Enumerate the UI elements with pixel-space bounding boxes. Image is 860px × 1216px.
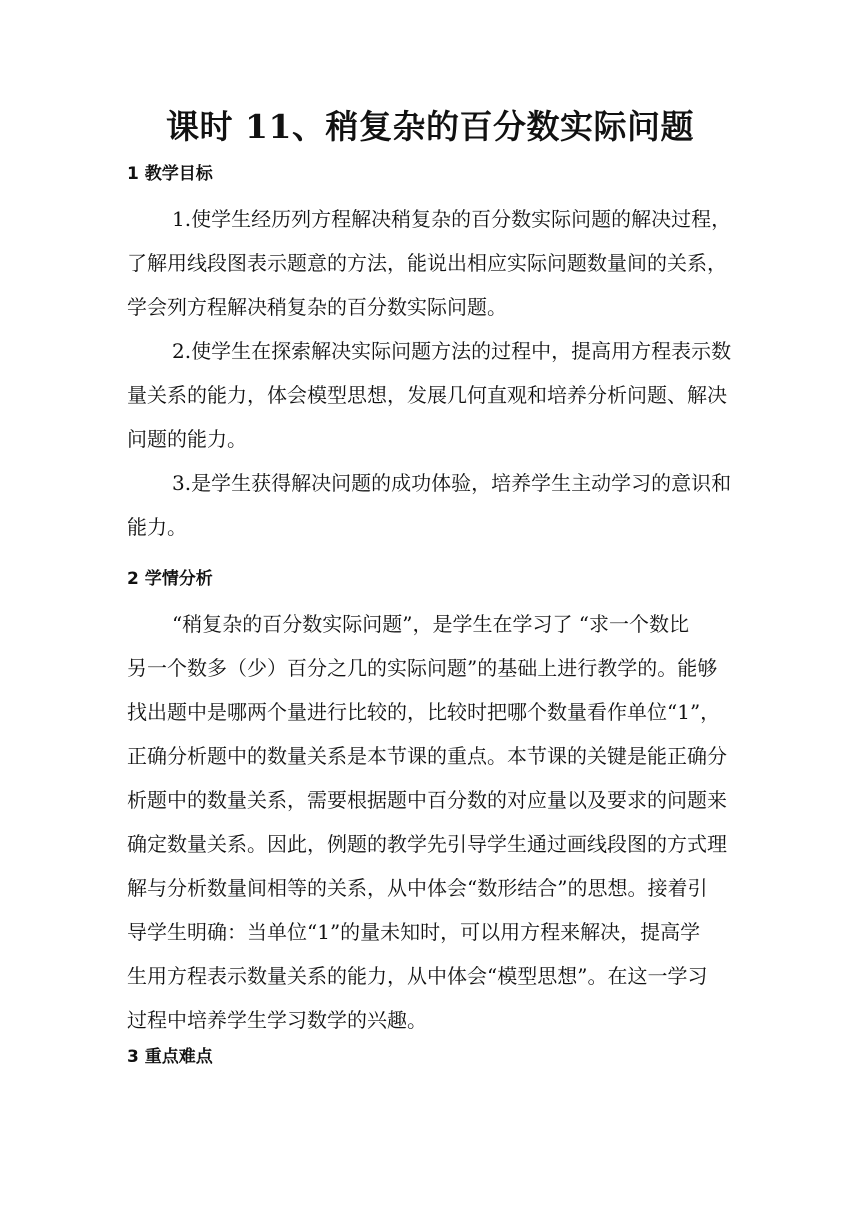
paragraph-line: 学会列方程解决稍复杂的百分数实际问题。 (127, 295, 507, 319)
paragraph-line: 了解用线段图表示题意的方法，能说出相应实际问题数量间的关系， (127, 251, 727, 275)
paragraph-line: 生用方程表示数量关系的能力，从中体会“模型思想”。在这一学习 (127, 964, 708, 988)
paragraph-line: 量关系的能力，体会模型思想，发展几何直观和培养分析问题、解决 (127, 383, 727, 407)
paragraph-line: 解与分析数量间相等的关系，从中体会“数形结合”的思想。接着引 (127, 876, 708, 900)
paragraph-line: 另一个数多（少）百分之几的实际问题”的基础上进行教学的。能够 (127, 656, 718, 680)
paragraph-line: 3.是学生获得解决问题的成功体验，培养学生主动学习的意识和 (172, 471, 732, 495)
paragraph-line: 问题的能力。 (127, 427, 247, 451)
document-title: 课时 11、稍复杂的百分数实际问题 (166, 107, 694, 146)
paragraph-line: “稍复杂的百分数实际问题”，是学生在学习了 “求一个数比 (172, 612, 690, 636)
paragraph-line: 过程中培养学生学习数学的兴趣。 (127, 1008, 427, 1032)
goal-paragraph-2 (127, 329, 733, 461)
paragraph-line: 2.使学生在探索解决实际问题方法的过程中，提高用方程表示数 (172, 339, 732, 363)
paragraph-line: 1.使学生经历列方程解决稍复杂的百分数实际问题的解决过程， (172, 207, 732, 231)
paragraph-line: 能力。 (127, 515, 187, 539)
section-heading-key-points: 3 重点难点 (127, 1047, 213, 1067)
goal-paragraph-3 (127, 461, 733, 549)
paragraph-line: 确定数量关系。因此，例题的教学先引导学生通过画线段图的方式理 (127, 832, 727, 856)
analysis-paragraph (127, 602, 733, 1042)
section-heading-student-analysis: 2 学情分析 (127, 569, 213, 589)
paragraph-line: 导学生明确：当单位“1”的量未知时，可以用方程来解决，提高学 (127, 920, 701, 944)
section-heading-teaching-goals: 1 教学目标 (127, 164, 213, 184)
goal-paragraph-1 (127, 197, 733, 329)
paragraph-line: 找出题中是哪两个量进行比较的，比较时把哪个数量看作单位“1”， (127, 700, 721, 724)
paragraph-line: 析题中的数量关系，需要根据题中百分数的对应量以及要求的问题来 (127, 788, 727, 812)
paragraph-line: 正确分析题中的数量关系是本节课的重点。本节课的关键是能正确分 (127, 744, 727, 768)
